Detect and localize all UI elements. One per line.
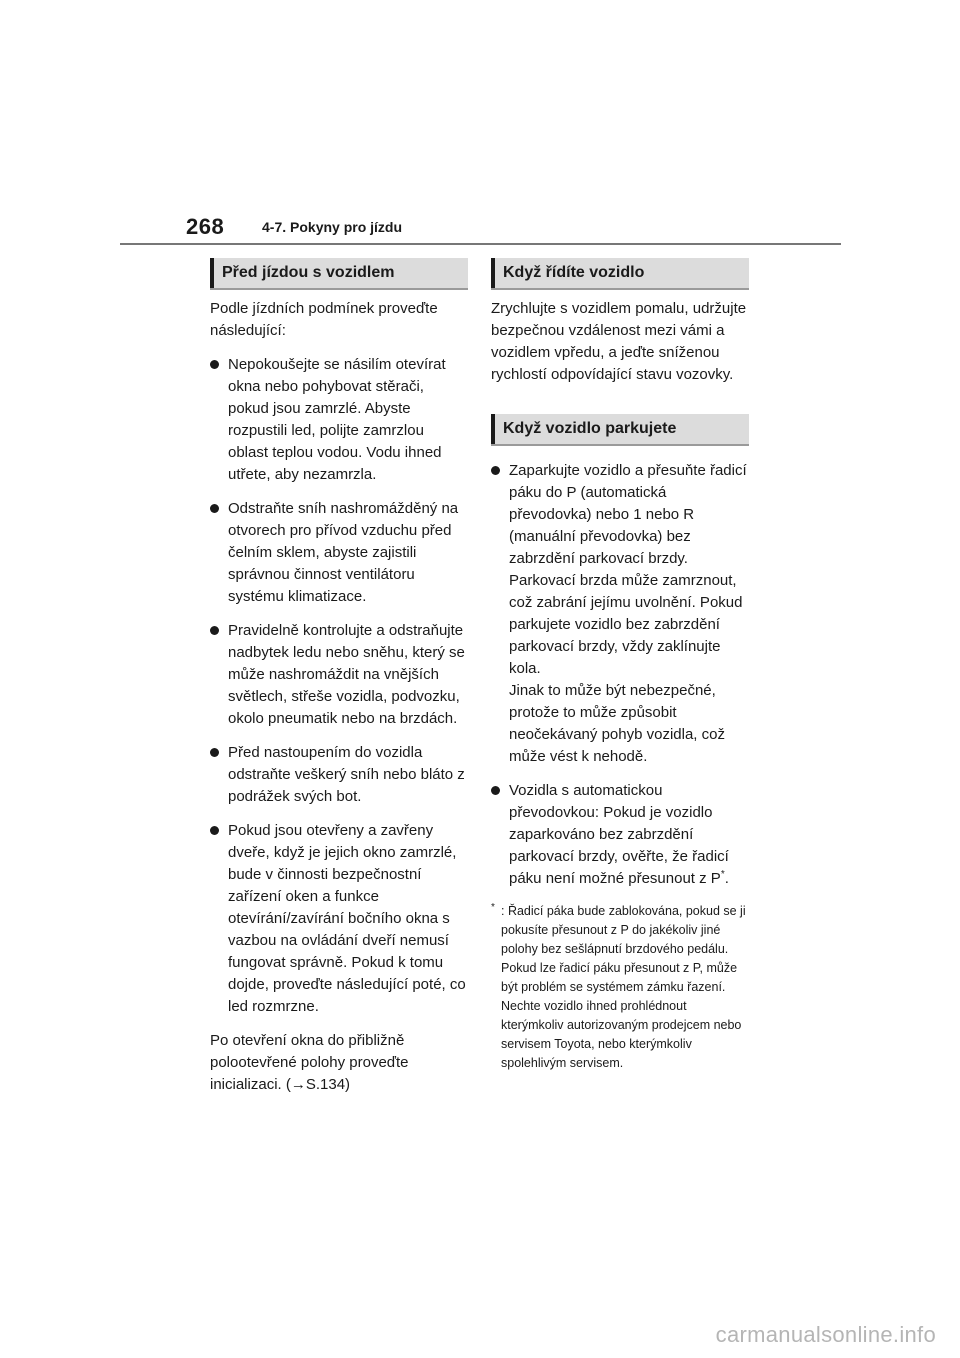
bullet-dot-icon: [491, 786, 500, 795]
list-item-text: Pravidelně kontrolujte a odstraňujte nadbytek ledu nebo sněhu, který se může nashromáždit na vnějších světlech, střeše vozidla, podvozku, okolo pneumatik nebo na brzdách.: [228, 622, 465, 727]
list-item: [210, 742, 468, 808]
footnote-text: : Řadicí páka bude zablokována, pokud se ji pokusíte přesunout z P do jakékoliv jiné polohy bez sešlápnutí brzdového pedálu. Pokud lze řadicí páku přesunout z P, může být problém se systémem zámku řazení. Nechte vozidlo ihned prohlédnout kterýmkoliv autorizovaným prodejcem nebo servisem Toyota, nebo kterýmkoliv spolehlivým servisem.: [501, 904, 746, 1070]
header-divider: [120, 243, 841, 245]
intro-paragraph: Podle jízdních podmínek proveďte následující:: [210, 300, 438, 339]
watermark: carmanualsonline.info: [715, 1322, 936, 1347]
footnote-mark: *: [491, 902, 495, 913]
closing-paragraph: Po otevření okna do přibližně polootevřené polohy proveďte inicializaci. (→S.134): [210, 1032, 409, 1093]
list-item: [491, 780, 749, 890]
list-item: [210, 820, 468, 1018]
list-item: [210, 620, 468, 730]
page-number: 268: [186, 214, 225, 239]
bullet-dot-icon: [210, 748, 219, 757]
list-item: [210, 354, 468, 486]
list-item: [491, 460, 749, 768]
bullet-dot-icon: [210, 826, 219, 835]
heading-while-driving: Když řídíte vozidlo: [491, 258, 749, 290]
list-item-text: Nepokoušejte se násilím otevírat okna nebo pohybovat stěrači, pokud jsou zamrzlé. Abyste rozpustili led, polijte zamrzlou oblast teplou vodou. Vodu ihned utřete, aby nezamrzla.: [228, 356, 446, 483]
list-item-text: Před nastoupením do vozidla odstraňte veškerý sníh nebo bláto z podrážek svých bot.: [228, 744, 465, 805]
section-title: 4-7. Pokyny pro jízdu: [262, 219, 403, 235]
heading-before-driving: Před jízdou s vozidlem: [210, 258, 468, 290]
list-item-warning-text: Jinak to může být nebezpečné, protože to může způsobit neočekávaný pohyb vozidla, což může vést k nehodě.: [509, 682, 725, 765]
driving-paragraph: Zrychlujte s vozidlem pomalu, udržujte bezpečnou vzdálenost mezi vámi a vozidlem vpředu, a jeďte sníženou rychlostí odpovídající stavu vozovky.: [491, 300, 747, 383]
list-item-text: Vozidla s automatickou převodovkou: Pokud je vozidlo zaparkováno bez zabrzdění parkovací brzdy, ověřte, že řadicí páku není možné přesunout z P: [509, 782, 729, 887]
bullet-dot-icon: [210, 626, 219, 635]
bullet-dot-icon: [210, 360, 219, 369]
footnote-reference: *: [720, 869, 725, 880]
list-item-text: Zaparkujte vozidlo a přesuňte řadicí páku do P (automatická převodovka) nebo 1 nebo R (manuální převodovka) bez zabrzdění parkovací brzdy. Parkovací brzda může zamrznout, což zabrání jejímu uvolnění. Pokud parkujete vozidlo bez zabrzdění parkovací brzdy, vždy zaklínujte kola.: [509, 462, 747, 677]
left-column: [210, 258, 468, 1108]
list-item-text: Odstraňte sníh nashromážděný na otvorech pro přívod vzduchu před čelním sklem, abyste zajistili správnou činnost ventilátoru systému klimatizace.: [228, 500, 459, 605]
heading-parking: Když vozidlo parkujete: [491, 414, 749, 446]
bullet-dot-icon: [491, 466, 500, 475]
bullet-dot-icon: [210, 504, 219, 513]
list-item: [210, 498, 468, 608]
footnote: [491, 902, 749, 1073]
list-item-text: Pokud jsou otevřeny a zavřeny dveře, když je jejich okno zamrzlé, bude v činnosti bezpečnostní zařízení oken a funkce otevírání/zavírání bočního okna s vazbou na ovládání dveří nemusí fungovat správně. Pokud k tomu dojde, proveďte následující poté, co led rozmrzne.: [228, 822, 466, 1015]
right-column: [491, 258, 749, 1073]
list-item-end: .: [724, 870, 729, 887]
